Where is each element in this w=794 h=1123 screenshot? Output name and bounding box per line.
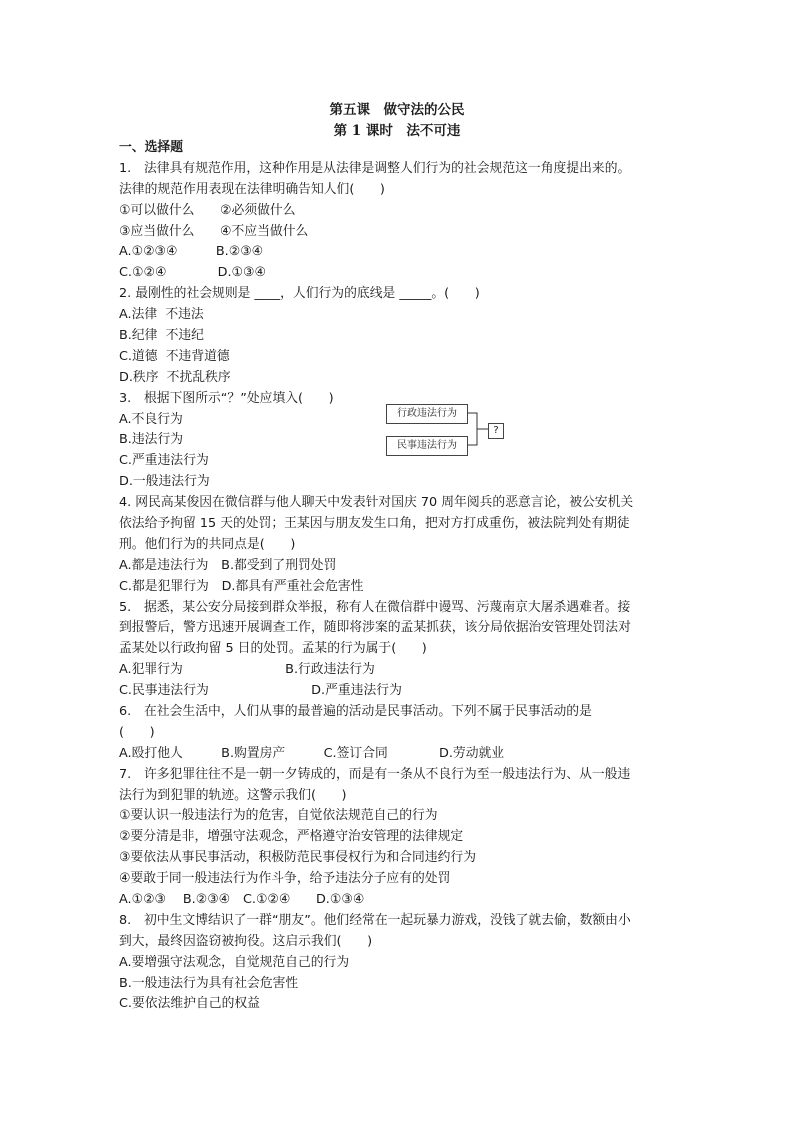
question-5-options: C.民事违法行为 D.严重违法行为 <box>119 683 402 698</box>
question-4-stem: 4. 网民高某俊因在微信群与他人聊天中发表针对国庆 70 周年阅兵的恶意言论，被公安机关 <box>119 495 634 510</box>
question-8-option: A.要增强守法观念，自觉规范自己的行为 <box>119 955 350 970</box>
question-5-stem: 5. 据悉，某公安分局接到群众举报，称有人在微信群中谩骂、污蔑南京大屠杀遇难者。接 <box>119 600 631 615</box>
question-8-stem-cont: 到大，最终因盗窃被拘役。这启示我们( ) <box>119 934 373 949</box>
question-7-stem: 7. 许多犯罪往往不是一朝一夕铸成的，而是有一条从不良行为至一般违法行为、从一般违 <box>119 767 631 782</box>
question-2-option: B.纪律 不违纪 <box>119 328 204 343</box>
question-7-options: A.①②③ B.②③④ C.①②④ D.①③④ <box>119 892 365 907</box>
question-5-stem-cont: 到报警后，警方迅速开展调查工作，随即将涉案的孟某抓获，该分局依据治安管理处罚法对 <box>119 620 631 635</box>
section-heading: 一、选择题 <box>119 140 183 155</box>
question-4-stem-cont: 依法给予拘留 15 天的处罚；王某因与朋友发生口角，把对方打成重伤，被法院判处有期徒 <box>119 516 630 531</box>
question-7-item: ①要认识一般违法行为的危害，自觉依法规范自己的行为 <box>119 808 438 823</box>
question-3-option: A.不良行为 <box>119 412 183 427</box>
question-6-options: A.殴打他人 B.购置房产 C.签订合同 D.劳动就业 <box>119 746 505 761</box>
question-6-stem: 6. 在社会生活中，人们从事的最普遍的活动是民事活动。下列不属于民事活动的是 <box>119 704 592 719</box>
question-8-stem: 8. 初中生文博结识了一群“朋友”。他们经常在一起玩暴力游戏，没钱了就去偷，数额由小 <box>119 913 631 928</box>
question-3-option: C.严重违法行为 <box>119 453 209 468</box>
lesson-subtitle: 第 1 课时 法不可违 <box>333 123 461 139</box>
question-2-option: A.法律 不违法 <box>119 307 204 322</box>
question-1-stem-cont: 法律的规范作用表现在法律明确告知人们( ) <box>119 182 385 197</box>
question-6-stem-cont: ( ) <box>119 725 155 740</box>
diagram-bracket <box>467 410 489 450</box>
question-3-option: B.违法行为 <box>119 432 184 447</box>
question-8-option: C.要依法维护自己的权益 <box>119 996 260 1011</box>
question-2-option: C.道德 不违背道德 <box>119 349 230 364</box>
question-7-item: ③要依法从事民事活动，积极防范民事侵权行为和合同违约行为 <box>119 850 476 865</box>
question-2-option: D.秩序 不扰乱秩序 <box>119 370 231 385</box>
question-2-stem: 2. 最刚性的社会规则是 ____，人们行为的底线是 _____。( ) <box>119 286 480 301</box>
question-7-stem-cont: 法行为到犯罪的轨迹。这警示我们( ) <box>119 788 347 803</box>
diagram-box-civil: 民事违法行为 <box>386 436 468 456</box>
question-4-stem-cont: 刑。他们行为的共同点是( ) <box>119 537 296 552</box>
question-1-stem: 1. 法律具有规范作用，这种作用是从法律是调整人们行为的社会规范这一角度提出来的。 <box>119 161 631 176</box>
question-3-stem: 3. 根据下图所示“？”处应填入( ) <box>119 391 334 406</box>
question-4-options: A.都是违法行为 B.都受到了刑罚处罚 <box>119 558 337 573</box>
question-5-stem-cont: 孟某处以行政拘留 5 日的处罚。孟某的行为属于( ) <box>119 641 427 656</box>
question-8-option: B.一般违法行为具有社会危害性 <box>119 976 299 991</box>
question-1-items: ①可以做什么 ②必须做什么 <box>119 203 296 218</box>
diagram-question-box: ? <box>488 423 504 439</box>
question-1-items: ③应当做什么 ④不应当做什么 <box>119 224 309 239</box>
question-7-item: ②要分清是非，增强守法观念，严格遵守治安管理的法律规定 <box>119 829 464 844</box>
question-1-options: C.①②④ D.①③④ <box>119 265 266 280</box>
question-1-options: A.①②③④ B.②③④ <box>119 244 264 259</box>
question-4-options: C.都是犯罪行为 D.都具有严重社会危害性 <box>119 579 364 594</box>
diagram-box-administrative: 行政违法行为 <box>386 404 468 424</box>
question-5-options: A.犯罪行为 B.行政违法行为 <box>119 662 375 677</box>
question-7-item: ④要敢于同一般违法行为作斗争，给予违法分子应有的处罚 <box>119 871 451 886</box>
question-3-option: D.一般违法行为 <box>119 474 210 489</box>
lesson-title: 第五课 做守法的公民 <box>329 102 465 118</box>
